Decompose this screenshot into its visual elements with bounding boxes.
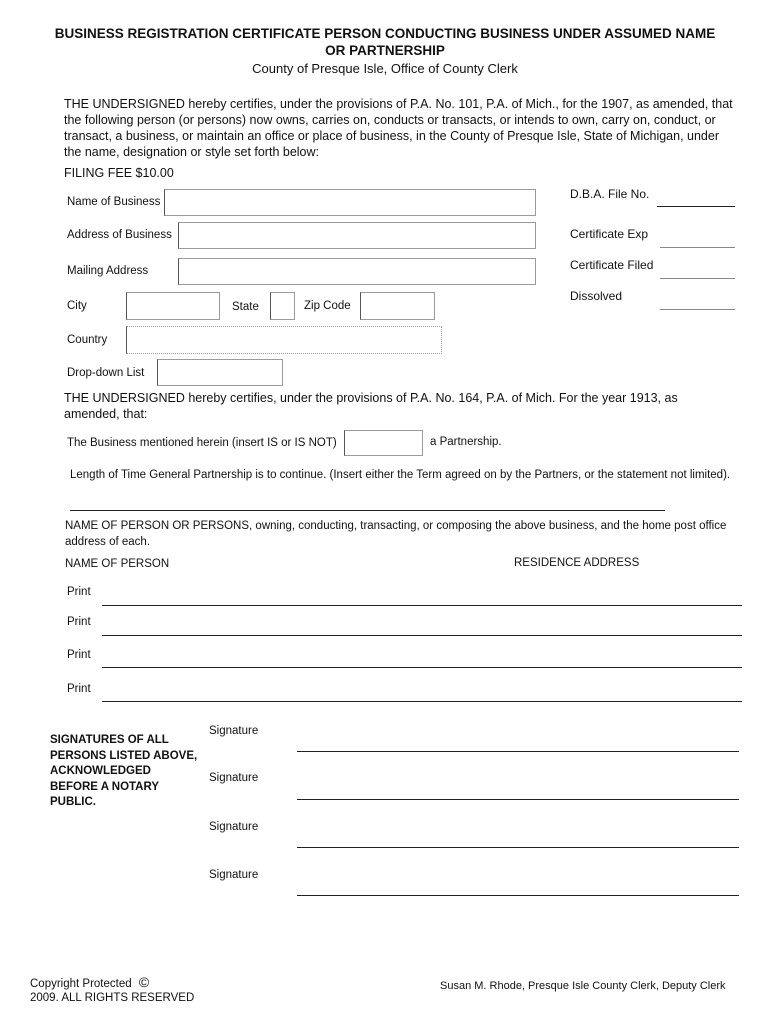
signature-line-1[interactable]	[297, 751, 739, 752]
print-label: Print	[67, 616, 91, 628]
persons-heading-line: address of each.	[65, 536, 151, 548]
mailing-address-input[interactable]	[178, 258, 536, 285]
dropdown-list-label: Drop-down List	[67, 367, 145, 379]
address-of-business-input[interactable]	[178, 222, 536, 249]
dissolved-line[interactable]	[660, 309, 735, 310]
print-line-2[interactable]	[102, 635, 742, 636]
persons-heading-line: NAME OF PERSON OR PERSONS, owning, conducting, transacting, or composing the above business, and the home post office	[65, 520, 727, 532]
address-of-business-label: Address of Business	[67, 229, 172, 241]
signature-line-4[interactable]	[297, 895, 739, 896]
certificate-exp-label: Certificate Exp	[570, 227, 649, 241]
print-line-4[interactable]	[102, 701, 742, 702]
zip-code-label: Zip Code	[304, 300, 351, 312]
print-label: Print	[67, 649, 91, 661]
city-label: City	[67, 300, 87, 312]
copyright-text: Copyright Protected	[30, 978, 132, 990]
zip-code-input[interactable]	[360, 292, 435, 320]
name-of-business-label: Name of Business	[67, 196, 161, 208]
partnership-line: THE UNDERSIGNED hereby certifies, under the provisions of P.A. No. 164, P.A. of Mich. For the year 1913, as	[64, 391, 678, 405]
residence-address-column: RESIDENCE ADDRESS	[514, 557, 640, 569]
intro-line: transact, a business, or maintain an office or place of business, in the County of Presque Isle, State of Michigan, under	[64, 129, 719, 143]
notary-notice	[50, 733, 197, 811]
form-title-line2: OR PARTNERSHIP	[325, 43, 445, 58]
name-of-person-column: NAME OF PERSON	[65, 558, 170, 570]
certificate-filed-label: Certificate Filed	[570, 258, 654, 272]
signature-label: Signature	[209, 725, 259, 737]
signature-label: Signature	[209, 869, 259, 881]
partnership-paragraph	[64, 390, 754, 422]
form-title-line1: BUSINESS REGISTRATION CERTIFICATE PERSON CONDUCTING BUSINESS UNDER ASSUMED NAME	[54, 26, 716, 41]
print-line-3[interactable]	[102, 667, 742, 668]
notary-notice-line: PERSONS LISTED ABOVE,	[50, 749, 198, 762]
form-subtitle: County of Presque Isle, Office of County Clerk	[252, 61, 518, 76]
notary-notice-line: PUBLIC.	[50, 796, 96, 808]
copyright-icon: ©	[138, 974, 150, 990]
print-label: Print	[67, 683, 91, 695]
state-input[interactable]	[270, 292, 295, 320]
dba-file-no-label: D.B.A. File No.	[570, 187, 650, 201]
mailing-address-label: Mailing Address	[67, 265, 149, 277]
notary-notice-line: SIGNATURES OF ALL	[50, 734, 169, 746]
dropdown-list-select[interactable]	[157, 359, 283, 386]
signature-label: Signature	[209, 772, 259, 784]
country-input[interactable]	[126, 326, 442, 354]
signature-line-2[interactable]	[297, 799, 739, 800]
copyright-line2: 2009. ALL RIGHTS RESERVED	[30, 992, 195, 1004]
country-label: Country	[67, 334, 108, 346]
partnership-line: amended, that:	[64, 407, 148, 421]
print-line-1[interactable]	[102, 605, 742, 606]
length-of-time-line[interactable]	[70, 510, 665, 511]
dba-file-no-line[interactable]	[657, 206, 735, 207]
notary-notice-line: ACKNOWLEDGED	[50, 765, 151, 777]
intro-line: the following person (or persons) now owns, carries on, conducts or transacts, or intends to own, carry on, conduct, or	[64, 113, 716, 127]
length-of-time-label: Length of Time General Partnership is to continue. (Insert either the Term agreed on by the Partners, or the statement not limited).	[70, 469, 731, 481]
a-partnership-label: a Partnership.	[430, 436, 502, 448]
certificate-filed-line[interactable]	[660, 278, 735, 279]
city-input[interactable]	[126, 292, 220, 320]
copyright-line1	[30, 974, 149, 990]
business-mentioned-label: The Business mentioned herein (insert IS or IS NOT)	[67, 437, 337, 449]
is-or-is-not-input[interactable]	[344, 430, 423, 456]
intro-line: THE UNDERSIGNED hereby certifies, under the provisions of P.A. No. 101, P.A. of Mich., for the 1907, as amended, that	[64, 97, 733, 111]
notary-notice-line: BEFORE A NOTARY	[50, 780, 160, 793]
state-label: State	[232, 301, 259, 313]
clerk-credit: Susan M. Rhode, Presque Isle County Clerk, Deputy Clerk	[440, 980, 726, 992]
signature-line-3[interactable]	[297, 847, 739, 848]
signature-label: Signature	[209, 821, 259, 833]
intro-line: the name, designation or style set forth below:	[64, 145, 320, 159]
certificate-exp-line[interactable]	[660, 247, 735, 248]
persons-heading	[65, 518, 726, 550]
dissolved-label: Dissolved	[570, 289, 623, 303]
print-label: Print	[67, 586, 91, 598]
name-of-business-input[interactable]	[164, 189, 536, 216]
filing-fee: FILING FEE $10.00	[64, 166, 174, 180]
intro-paragraph	[64, 96, 754, 160]
